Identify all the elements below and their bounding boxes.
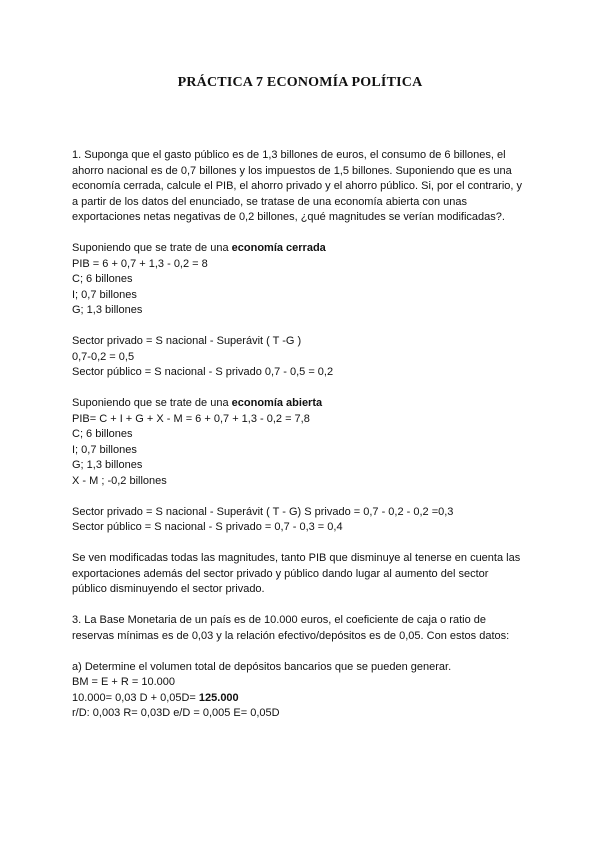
document-body (72, 148, 537, 737)
question-3 (72, 613, 537, 644)
question-3a-calc (72, 691, 537, 707)
open-economy-line: I; 0,7 billones (72, 443, 137, 456)
open-economy-line: X - M ; -0,2 billones (72, 474, 167, 487)
closed-sectors-line: Sector público = S nacional - S privado 0,7 - 0,5 = 0,2 (72, 366, 334, 378)
question-1 (72, 148, 537, 226)
open-economy-line: C; 6 billones (72, 428, 133, 440)
open-economy-intro (72, 396, 537, 412)
question-3-line: reservas mínimas es de 0,03 y la relación efectivo/depósitos es de 0,05. Con estos datos: (72, 629, 510, 642)
closed-economy-intro (72, 241, 537, 257)
question-1-line: economía cerrada, calcule el PIB, el ahorro privado y el ahorro público. Si, por el contrario, y (72, 180, 523, 192)
closed-intro-bold: economía cerrada (231, 242, 326, 254)
open-intro-bold: economía abierta (231, 397, 323, 409)
question-1-line: ahorro nacional es de 0,7 billones y los impuestos de 1,5 billones. Suponiendo que es una (72, 164, 512, 177)
question-1-line: a partir de los datos del enunciado, se tratase de una economía abierta con unas (72, 195, 468, 208)
question-3a-line: BM = E + R = 10.000 (72, 676, 176, 688)
closed-intro-text: Suponiendo que se trate de una (72, 242, 232, 254)
closed-sectors-section (72, 334, 537, 381)
conclusion-line: público disminuyendo el sector privado. (72, 583, 265, 595)
question-1-line: 1. Suponga que el gasto público es de 1,3 billones de euros, el consumo de 6 billones, el (72, 149, 506, 161)
calc-result: 125.000 (198, 691, 239, 704)
closed-economy-section (72, 241, 537, 319)
page-title: PRÁCTICA 7 ECONOMÍA POLÍTICA (177, 75, 423, 90)
question-3a-line: a) Determine el volumen total de depósitos bancarios que se pueden generar. (72, 660, 452, 673)
closed-sectors-line: 0,7-0,2 = 0,5 (72, 350, 135, 363)
open-economy-section (72, 396, 537, 489)
question-3a (72, 660, 537, 722)
open-economy-line: PIB= C + I + G + X - M = 6 + 0,7 + 1,3 - 0,2 = 7,8 (72, 412, 310, 425)
open-sectors-line: Sector privado = S nacional - Superávit ( T - G) S privado = 0,7 - 0,2 - 0,2 =0,3 (72, 505, 454, 518)
open-economy-line: G; 1,3 billones (72, 459, 143, 471)
question-3-line: 3. La Base Monetaria de un país es de 10.000 euros, el coeficiente de caja o ratio de (72, 614, 486, 626)
conclusion-line: exportaciones además del sector privado y público dando lugar al aumento del sector (72, 567, 489, 580)
question-3a-ratios: r/D: 0,003 R= 0,03D e/D = 0,005 E= 0,05D (72, 707, 280, 719)
open-intro-text: Suponiendo que se trate de una (72, 397, 232, 409)
closed-economy-line: I; 0,7 billones (72, 288, 137, 301)
open-sectors-line: Sector público = S nacional - S privado = 0,7 - 0,3 = 0,4 (72, 521, 343, 533)
question-1-line: exportaciones netas negativas de 0,2 billones, ¿qué magnitudes se verían modificadas?. (72, 211, 505, 223)
closed-economy-line: C; 6 billones (72, 273, 133, 285)
conclusion-section (72, 551, 537, 598)
closed-economy-line: G; 1,3 billones (72, 304, 143, 316)
closed-economy-line: PIB = 6 + 0,7 + 1,3 - 0,2 = 8 (72, 257, 208, 270)
closed-sectors-line: Sector privado = S nacional - Superávit ( T -G ) (72, 335, 302, 347)
conclusion-line: Se ven modificadas todas las magnitudes, tanto PIB que disminuye al tenerse en cuenta las (72, 552, 521, 564)
calc-text: 10.000= 0,03 D + 0,05D= (72, 691, 199, 704)
open-sectors-section (72, 505, 537, 536)
